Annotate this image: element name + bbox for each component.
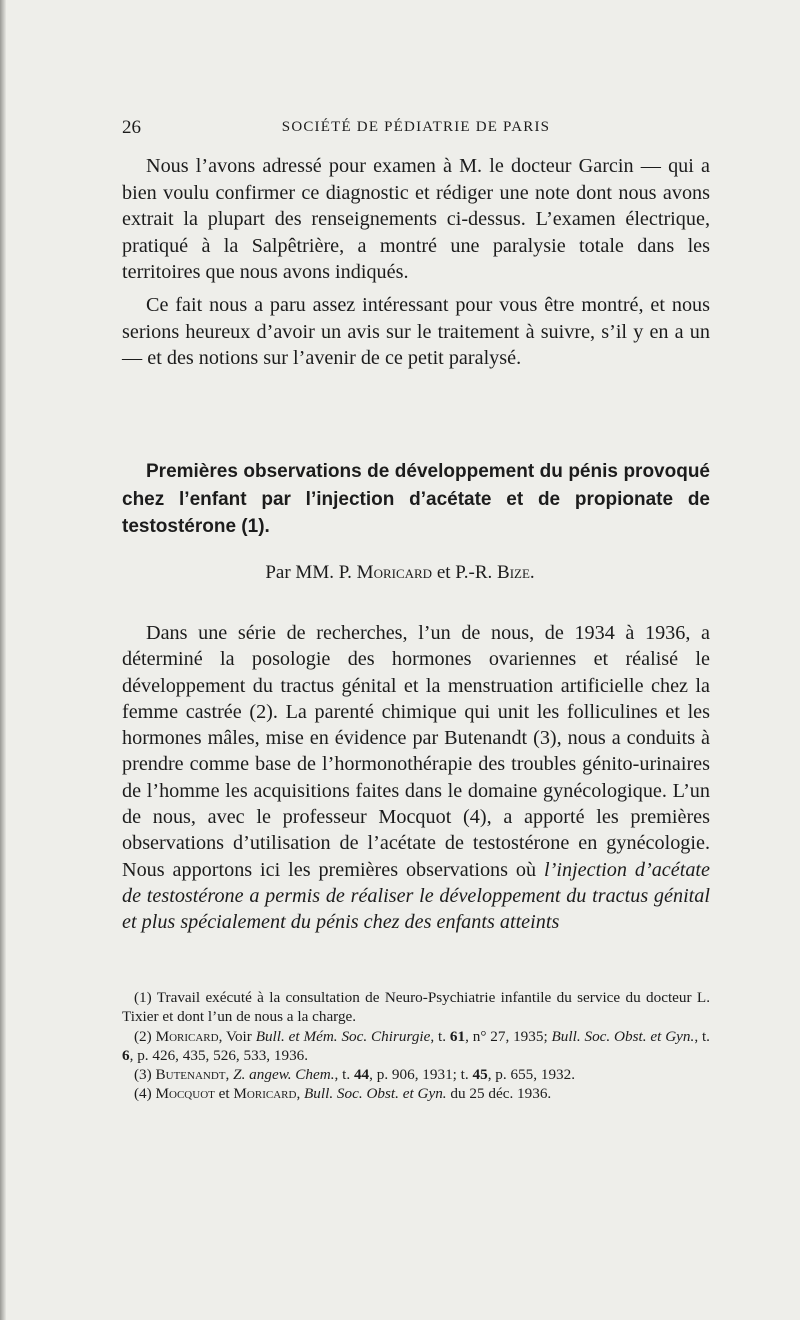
author-moricard: Moricard (356, 562, 433, 583)
fn3-journal: Z. angew. Chem. (233, 1066, 335, 1083)
paragraph-3-italic: l’injection d’acétate de testostérone a permis de réaliser le développement du tractus génital et plus spécialement du pénis chez des enfants atteints (122, 858, 710, 934)
article-authors (0, 562, 800, 584)
fn3-text-d: , p. 906, 1931; t. (369, 1066, 473, 1083)
fn3-text-e: , p. 655, 1932. (487, 1066, 576, 1083)
author-bize: Bize. (497, 562, 535, 583)
paragraph-3 (122, 620, 710, 936)
fn2-num: (2) (134, 1028, 156, 1045)
fn3-volume-2: 45 (472, 1066, 488, 1083)
fn4-text-d: du 25 déc. 1936. (446, 1085, 552, 1102)
fn2-text-f: , p. 426, 435, 526, 533, 1936. (129, 1047, 309, 1064)
fn3-volume-1: 44 (353, 1066, 370, 1083)
authors-conjunction: et P.-R. (436, 562, 493, 583)
fn2-volume-2: 6 (122, 1047, 130, 1064)
paragraph-2-text: Ce fait nous a paru assez intéressant pour vous être montré, et nous serions heureux d’avoir un avis sur le traitement à suivre, s’il y en a un — et des notions sur l’avenir de ce petit paralysé. (122, 294, 710, 370)
article-title-text: Premières observations de développement du pénis provoqué chez l’enfant par l’injection d’acétate et de propionate de testostérone (1). (122, 461, 710, 537)
footnote-3 (122, 1065, 710, 1084)
fn2-author: Moricard (155, 1028, 219, 1045)
fn3-text-b: , (225, 1066, 234, 1083)
page-edge-shadow (0, 0, 6, 1320)
fn4-text-c: , (296, 1085, 305, 1102)
footnote-2 (122, 1027, 710, 1065)
authors-prefix: Par MM. P. (265, 562, 352, 583)
running-title: SOCIÉTÉ DE PÉDIATRIE DE PARIS (281, 119, 551, 135)
paragraph-1 (122, 153, 710, 286)
paragraph-1-text: Nous l’avons adressé pour examen à M. le docteur Garcin — qui a bien voulu confirmer ce diagnostic et rédiger une note dont nous avons extrait la plupart des renseignements ci-dessus. L’examen électrique, pratiqué à la Salpêtrière, a montré une paralysie totale dans les territoires que nous avons indiqués. (122, 155, 710, 284)
fn4-journal: Bull. Soc. Obst. et Gyn. (304, 1085, 447, 1102)
fn3-text-c: , t. (334, 1066, 354, 1083)
footnotes (122, 988, 710, 1103)
footnote-1: (1) Travail exécuté à la consultation de Neuro-Psychiatrie infantile du service du docteur L. Tixier et dont l’un de nous a la charge. (122, 989, 710, 1025)
fn2-text-d: , n° 27, 1935; (465, 1028, 552, 1045)
fn4-num: (4) (134, 1085, 156, 1102)
fn2-volume-1: 61 (449, 1028, 466, 1045)
fn3-num: (3) (134, 1066, 156, 1083)
fn3-author: Butenandt (155, 1066, 226, 1083)
paragraph-3-text (122, 620, 710, 936)
paragraph-3-roman: Dans une série de recherches, l’un de nous, de 1934 à 1936, a déterminé la posologie des hormones ovariennes et réalisé le développement du tractus génital et la menstruation artificielle chez la femme castrée (2). La parenté chimique qui unit les folliculines et les hormones mâles, mise en évidence par Butenandt (3), nous a conduits à prendre comme base de l’hormonothérapie des troubles génito-urinaires de l’homme les acquisitions faites dans le domaine gynécologique. L’un de nous, avec le professeur Mocquot (4), a apporté les premières observations d’utilisation de l’acétate de testostérone en gynécologie. Nous apportons ici les premières observations où (122, 622, 710, 881)
fn2-journal-2: Bull. Soc. Obst. et Gyn. (551, 1028, 695, 1045)
paragraph-2 (122, 292, 710, 372)
page-number: 26 (122, 117, 141, 138)
fn4-author-2: Moricard (233, 1085, 297, 1102)
article-title (122, 458, 710, 541)
fn2-journal-1: Bull. et Mém. Soc. Chirurgie (255, 1028, 431, 1045)
fn2-text-b: , Voir (218, 1028, 256, 1045)
fn4-author-1: Mocquot (155, 1085, 215, 1102)
fn2-text-c: , t. (430, 1028, 450, 1045)
fn4-text-b: et (214, 1085, 234, 1102)
fn2-text-e: , t. (694, 1028, 710, 1045)
footnote-4 (122, 1084, 710, 1103)
running-header (122, 117, 710, 141)
